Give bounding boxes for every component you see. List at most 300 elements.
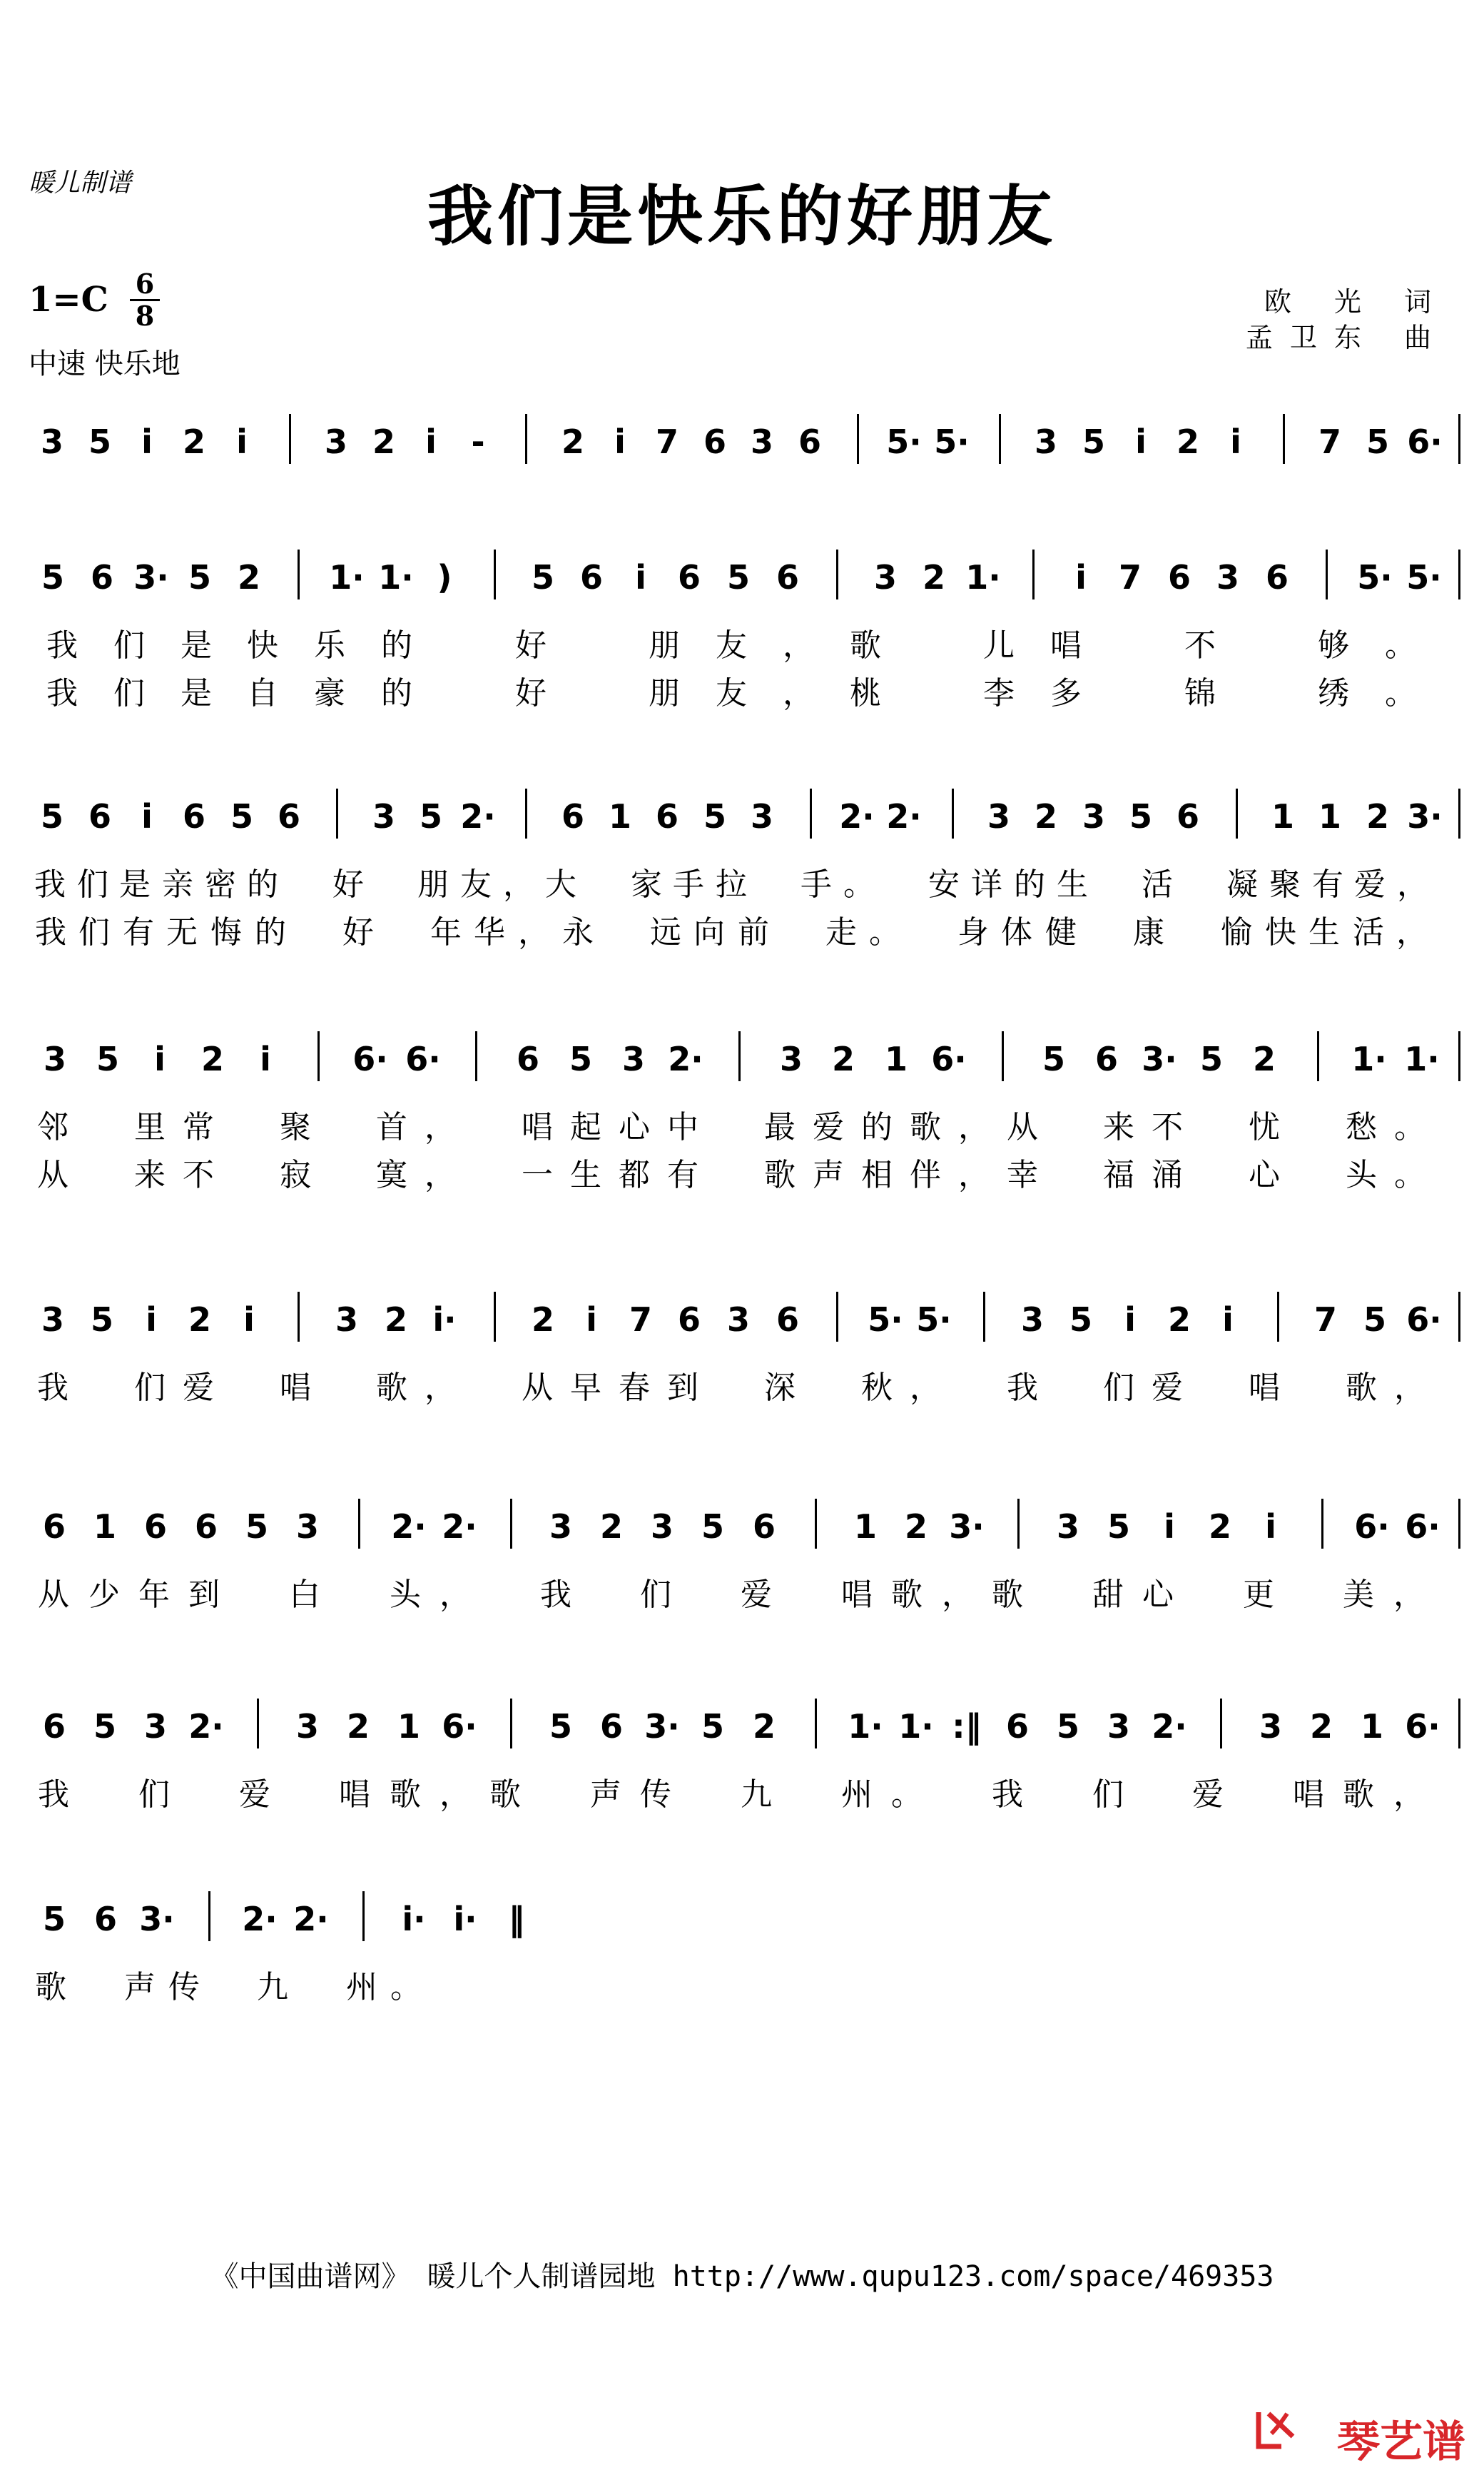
lyric-syllable: 向 bbox=[693, 914, 725, 951]
lyric-syllable: 锦 bbox=[1184, 675, 1216, 712]
note: 6 bbox=[90, 558, 114, 597]
lyric-syllable: 白 bbox=[289, 1576, 320, 1613]
note: 3· bbox=[133, 558, 169, 597]
lyric-syllable: 们 bbox=[78, 914, 110, 951]
note: 5 bbox=[1366, 422, 1390, 461]
note: 6· bbox=[442, 1707, 477, 1746]
lyric-syllable: 桃 bbox=[850, 675, 881, 712]
lyric-syllable: 我 bbox=[1007, 1370, 1038, 1406]
note: 3 bbox=[650, 1507, 674, 1546]
note: 6 bbox=[194, 1507, 218, 1546]
lyric-syllable: 更 bbox=[1243, 1576, 1274, 1613]
lyric-syllable: 绣 bbox=[1318, 675, 1349, 712]
lyric-syllable: 美 bbox=[1343, 1576, 1374, 1613]
note: 2 bbox=[1034, 797, 1058, 836]
note: 2· bbox=[442, 1507, 477, 1546]
note: 6 bbox=[677, 1300, 701, 1339]
note: i bbox=[1124, 1300, 1136, 1339]
lyric-syllable: 一 bbox=[522, 1157, 553, 1193]
note: 1· bbox=[329, 558, 365, 597]
lyric-syllable: 体 bbox=[1001, 914, 1032, 951]
note: 6 bbox=[42, 1507, 66, 1546]
note: 1· bbox=[898, 1707, 934, 1746]
lyric-syllable: 爱 bbox=[1152, 1370, 1183, 1406]
lyric-syllable: 从 bbox=[1007, 1109, 1038, 1145]
lyric-syllable: 歌 bbox=[390, 1776, 421, 1813]
lyric-syllable: ， bbox=[1396, 914, 1428, 951]
note: 2 bbox=[531, 1300, 555, 1339]
lyric-syllable: ， bbox=[439, 1776, 471, 1813]
note: i bbox=[586, 1300, 597, 1339]
notation-line bbox=[29, 1884, 1463, 1948]
lyric-syllable: 年 bbox=[138, 1576, 170, 1613]
note: 3 bbox=[987, 797, 1011, 836]
note: 5 bbox=[93, 1707, 117, 1746]
lyrics-verse-1 bbox=[29, 859, 1463, 901]
barline bbox=[1458, 1699, 1460, 1748]
time-signature-bottom: 8 bbox=[135, 300, 155, 332]
lyric-syllable: 涌 bbox=[1152, 1157, 1183, 1193]
lyric-syllable: 相 bbox=[861, 1157, 893, 1193]
note: 5· bbox=[916, 1300, 952, 1339]
lyric-syllable: 寂 bbox=[280, 1157, 311, 1193]
note: 3 bbox=[1034, 422, 1058, 461]
lyric-syllable: 友 bbox=[716, 627, 747, 664]
lyric-syllable: ， bbox=[1394, 1370, 1425, 1406]
lyric-syllable: 够 bbox=[1318, 627, 1349, 664]
lyric-syllable: 来 bbox=[1103, 1109, 1134, 1145]
lyric-syllable: 歌 bbox=[992, 1576, 1023, 1613]
lyric-syllable: 我 bbox=[35, 914, 66, 951]
lyric-syllable: 爱 bbox=[1354, 866, 1386, 903]
lyric-syllable: 爱 bbox=[239, 1776, 270, 1813]
note: 5 bbox=[41, 558, 65, 597]
lyric-syllable: 的 bbox=[381, 675, 412, 712]
note: 2 bbox=[1309, 1707, 1333, 1746]
note: i bbox=[154, 1040, 166, 1078]
lyric-syllable: 们 bbox=[1103, 1370, 1134, 1406]
lyric-syllable: 。 bbox=[1394, 1157, 1425, 1193]
note: 3 bbox=[726, 1300, 751, 1339]
lyric-syllable: 安 bbox=[928, 866, 960, 903]
lyric-syllable: ， bbox=[1393, 1576, 1425, 1613]
lyric-syllable: 前 bbox=[738, 914, 769, 951]
lyric-syllable: 常 bbox=[183, 1109, 214, 1145]
note: 3 bbox=[750, 422, 774, 461]
lyric-syllable: 们 bbox=[113, 627, 145, 664]
lyric-syllable: 好 bbox=[342, 914, 374, 951]
lyric-syllable: 头 bbox=[1346, 1157, 1377, 1193]
note: - bbox=[471, 422, 485, 461]
lyric-syllable: 福 bbox=[1103, 1157, 1134, 1193]
note: 5 bbox=[1363, 1300, 1387, 1339]
note: 6 bbox=[703, 422, 727, 461]
note: 6 bbox=[1176, 797, 1200, 836]
lyric-syllable: 唱 bbox=[280, 1370, 311, 1406]
note: 7 bbox=[1318, 422, 1342, 461]
barline bbox=[475, 1031, 477, 1081]
lyric-syllable: 都 bbox=[619, 1157, 650, 1193]
note: 5· bbox=[1406, 558, 1442, 597]
note: 2 bbox=[372, 422, 396, 461]
barline bbox=[1017, 1499, 1020, 1549]
lyric-syllable: 唱 bbox=[339, 1776, 370, 1813]
barline bbox=[857, 414, 859, 464]
lyric-syllable: 有 bbox=[1312, 866, 1343, 903]
note: 5 bbox=[96, 1040, 120, 1078]
note: 5 bbox=[88, 422, 112, 461]
note: 6 bbox=[516, 1040, 540, 1078]
note: 5 bbox=[569, 1040, 593, 1078]
note: 6 bbox=[776, 558, 800, 597]
note: 5 bbox=[1082, 422, 1106, 461]
note: 6· bbox=[1405, 1707, 1440, 1746]
note: 6 bbox=[182, 797, 206, 836]
note: 6 bbox=[655, 797, 679, 836]
lyric-syllable: 是 bbox=[181, 627, 212, 664]
note: 3 bbox=[549, 1507, 573, 1546]
lyric-syllable: 。 bbox=[1394, 1109, 1425, 1145]
lyric-syllable: 歌 bbox=[1346, 1370, 1377, 1406]
lyric-syllable: 深 bbox=[764, 1370, 796, 1406]
note: 3 bbox=[295, 1507, 320, 1546]
note: 6· bbox=[352, 1040, 388, 1078]
source-footer: 《中国曲谱网》 暖儿个人制谱园地 http://www.qupu123.com/space/469353 bbox=[210, 2260, 1274, 2293]
lyrics-verse-1 bbox=[29, 1768, 1463, 1811]
lyric-syllable: 生 bbox=[1308, 914, 1340, 951]
lyric-syllable: ， bbox=[425, 1109, 456, 1145]
note: i bbox=[236, 422, 248, 461]
note: 6 bbox=[677, 558, 701, 597]
note: ) bbox=[437, 558, 452, 597]
note: 3· bbox=[139, 1900, 175, 1938]
note: 2 bbox=[1167, 1300, 1191, 1339]
lyric-syllable: 们 bbox=[138, 1776, 170, 1813]
note: 6 bbox=[1167, 558, 1191, 597]
note: 2· bbox=[460, 797, 496, 836]
lyric-syllable: 最 bbox=[764, 1109, 796, 1145]
note: 6· bbox=[1354, 1507, 1390, 1546]
note: ‖ bbox=[508, 1900, 525, 1938]
note: 5 bbox=[1069, 1300, 1093, 1339]
note: i bbox=[1265, 1507, 1276, 1546]
note: 3 bbox=[40, 422, 64, 461]
note: 3 bbox=[1107, 1707, 1131, 1746]
barline bbox=[1220, 1699, 1222, 1748]
lyric-syllable: 我 bbox=[37, 1370, 68, 1406]
note: 7 bbox=[1313, 1300, 1338, 1339]
note: 1· bbox=[965, 558, 1001, 597]
note: 7 bbox=[655, 422, 679, 461]
note: 3 bbox=[1056, 1507, 1080, 1546]
watermark-logo-icon bbox=[1253, 2405, 1301, 2454]
barline bbox=[336, 789, 338, 839]
lyric-syllable: 手 bbox=[673, 866, 704, 903]
note: 6 bbox=[561, 797, 585, 836]
note: 6 bbox=[752, 1507, 776, 1546]
lyric-syllable: 声 bbox=[124, 1969, 156, 2005]
note: 2 bbox=[752, 1707, 776, 1746]
lyric-syllable: 凝 bbox=[1226, 866, 1258, 903]
lyric-syllable: 。 bbox=[390, 1969, 422, 2005]
lyric-syllable: 们 bbox=[134, 1370, 166, 1406]
lyric-syllable: 到 bbox=[188, 1576, 220, 1613]
note: 1· bbox=[848, 1707, 883, 1746]
note: 3 bbox=[779, 1040, 803, 1078]
notation-line bbox=[29, 1024, 1463, 1088]
lyric-syllable: 来 bbox=[134, 1157, 166, 1193]
lyric-syllable: 聚 bbox=[1269, 866, 1301, 903]
lyric-syllable: 朋 bbox=[417, 866, 449, 903]
note: 5 bbox=[188, 558, 212, 597]
note: 5 bbox=[42, 1900, 66, 1938]
lyric-syllable: 们 bbox=[1092, 1776, 1124, 1813]
lyric-syllable: 的 bbox=[1014, 866, 1045, 903]
note: 2 bbox=[1208, 1507, 1232, 1546]
barline bbox=[1277, 1292, 1279, 1342]
note: 2· bbox=[668, 1040, 703, 1078]
note: i bbox=[635, 558, 646, 597]
note: 5 bbox=[90, 1300, 114, 1339]
lyric-syllable: 唱 bbox=[841, 1576, 873, 1613]
note: 2 bbox=[831, 1040, 855, 1078]
lyric-syllable: 传 bbox=[168, 1969, 200, 2005]
note: 7 bbox=[1118, 558, 1142, 597]
lyric-syllable: 们 bbox=[113, 675, 145, 712]
lyric-syllable: 忧 bbox=[1249, 1109, 1280, 1145]
lyric-syllable: ， bbox=[958, 1109, 990, 1145]
note: 6· bbox=[931, 1040, 967, 1078]
barline bbox=[257, 1699, 259, 1748]
lyric-syllable: 州 bbox=[346, 1969, 377, 2005]
lyric-syllable: ， bbox=[1393, 1776, 1425, 1813]
lyric-syllable: 我 bbox=[540, 1576, 571, 1613]
lyric-syllable: 秋 bbox=[861, 1370, 893, 1406]
lyrics-verse-1 bbox=[29, 1961, 1463, 2004]
lyric-syllable: 生 bbox=[1057, 866, 1088, 903]
barline bbox=[1236, 789, 1238, 839]
lyric-syllable: 聚 bbox=[280, 1109, 311, 1145]
time-signature-top: 6 bbox=[135, 268, 155, 300]
lyric-syllable: 亲 bbox=[162, 866, 193, 903]
lyric-syllable: 甜 bbox=[1092, 1576, 1124, 1613]
note: 3 bbox=[873, 558, 898, 597]
lyric-syllable: 唱 bbox=[1249, 1370, 1280, 1406]
lyric-syllable: 九 bbox=[257, 1969, 288, 2005]
note: 5· bbox=[934, 422, 970, 461]
lyric-syllable: 。 bbox=[843, 866, 875, 903]
note: 2 bbox=[1366, 797, 1390, 836]
lyric-syllable: 好 bbox=[332, 866, 364, 903]
lyric-syllable: 们 bbox=[77, 866, 108, 903]
lyric-syllable: 我 bbox=[38, 1776, 69, 1813]
note: 3 bbox=[335, 1300, 359, 1339]
note: 3 bbox=[41, 1300, 65, 1339]
lyric-syllable: 的 bbox=[861, 1109, 893, 1145]
lyric-syllable: 拉 bbox=[716, 866, 747, 903]
lyric-syllable: 们 bbox=[640, 1576, 671, 1613]
note: 5 bbox=[701, 1707, 725, 1746]
note: i bbox=[614, 422, 626, 461]
lyric-syllable: 我 bbox=[992, 1776, 1023, 1813]
lyric-syllable: 手 bbox=[801, 866, 832, 903]
note: 3· bbox=[949, 1507, 985, 1546]
notation-line bbox=[29, 1285, 1463, 1349]
barline bbox=[836, 1292, 838, 1342]
lyric-syllable: 我 bbox=[46, 627, 78, 664]
lyrics-verse-1 bbox=[29, 1569, 1463, 1611]
note: 2 bbox=[384, 1300, 408, 1339]
note: 5 bbox=[245, 1507, 269, 1546]
barline bbox=[289, 414, 291, 464]
lyric-syllable: 愁 bbox=[1346, 1109, 1377, 1145]
note: 5 bbox=[1199, 1040, 1224, 1078]
lyric-syllable: 歌 bbox=[891, 1576, 923, 1613]
note: 2 bbox=[346, 1707, 370, 1746]
lyric-syllable: 的 bbox=[255, 914, 286, 951]
lyric-syllable: 唱 bbox=[1293, 1776, 1324, 1813]
lyric-syllable: 活 bbox=[1142, 866, 1173, 903]
note: 5 bbox=[1056, 1707, 1080, 1746]
lyric-syllable: 活 bbox=[1353, 914, 1384, 951]
barline bbox=[510, 1699, 512, 1748]
lyric-syllable: 华 bbox=[474, 914, 505, 951]
lyric-syllable: 声 bbox=[590, 1776, 621, 1813]
barline bbox=[1283, 414, 1285, 464]
note: 2 bbox=[904, 1507, 928, 1546]
lyric-syllable: 的 bbox=[381, 627, 412, 664]
note: 5 bbox=[703, 797, 727, 836]
lyric-syllable: 从 bbox=[522, 1370, 553, 1406]
barline bbox=[1458, 414, 1460, 464]
lyrics-verse-2 bbox=[29, 667, 1463, 710]
note: 1 bbox=[1360, 1707, 1384, 1746]
note: i bbox=[1075, 558, 1087, 597]
lyric-syllable: 走 bbox=[825, 914, 857, 951]
lyric-syllable: 。 bbox=[1385, 627, 1416, 664]
note: 2· bbox=[391, 1507, 427, 1546]
lyric-syllable: 我 bbox=[34, 866, 66, 903]
note: 1· bbox=[378, 558, 414, 597]
note: 5· bbox=[886, 422, 922, 461]
notation-line bbox=[29, 781, 1463, 846]
note: 2 bbox=[599, 1507, 624, 1546]
barline bbox=[738, 1031, 741, 1081]
lyric-syllable: 歌 bbox=[850, 627, 881, 664]
notation-line bbox=[29, 1492, 1463, 1556]
barline bbox=[810, 789, 812, 839]
note: 6 bbox=[798, 422, 822, 461]
note: 1· bbox=[1351, 1040, 1387, 1078]
composer-credit: 孟卫东 曲 bbox=[1245, 322, 1448, 353]
note: :‖ bbox=[952, 1707, 982, 1746]
barline bbox=[1458, 1031, 1460, 1081]
note: 1 bbox=[1271, 797, 1295, 836]
note: 1· bbox=[1404, 1040, 1440, 1078]
note: 5· bbox=[1357, 558, 1393, 597]
note: 6· bbox=[1407, 422, 1443, 461]
note: i bbox=[1222, 1300, 1234, 1339]
song-title: 我们是快乐的好朋友 bbox=[427, 178, 1057, 255]
note: 3 bbox=[621, 1040, 646, 1078]
lyric-syllable: 无 bbox=[166, 914, 198, 951]
note: 3 bbox=[750, 797, 774, 836]
lyric-syllable: 豪 bbox=[314, 675, 345, 712]
lyric-syllable: 自 bbox=[247, 675, 278, 712]
lyric-syllable: 年 bbox=[430, 914, 462, 951]
note: 6· bbox=[1405, 1507, 1440, 1546]
note: 1 bbox=[608, 797, 632, 836]
note: 6 bbox=[42, 1707, 66, 1746]
lyricist-credit: 欧 光 词 bbox=[1264, 286, 1448, 318]
lyric-syllable: 唱 bbox=[522, 1109, 553, 1145]
lyric-syllable: 好 bbox=[515, 675, 547, 712]
lyrics-verse-2 bbox=[29, 906, 1463, 949]
lyric-syllable: 有 bbox=[123, 914, 154, 951]
lyric-syllable: 李 bbox=[983, 675, 1015, 712]
tempo-marking: 中速 快乐地 bbox=[29, 348, 181, 380]
note: 3 bbox=[1216, 558, 1240, 597]
lyric-syllable: 。 bbox=[1385, 675, 1416, 712]
lyric-syllable: 头 bbox=[390, 1576, 421, 1613]
lyric-syllable: 好 bbox=[515, 627, 547, 664]
note: 2· bbox=[839, 797, 875, 836]
note: i· bbox=[432, 1300, 457, 1339]
barline bbox=[1317, 1031, 1319, 1081]
watermark-logo: 琴艺谱 bbox=[1337, 2417, 1465, 2467]
note: 1 bbox=[1318, 797, 1342, 836]
note: 6 bbox=[1005, 1707, 1030, 1746]
lyric-syllable: 快 bbox=[247, 627, 278, 664]
lyric-syllable: 伴 bbox=[910, 1157, 941, 1193]
lyric-syllable: 歌 bbox=[35, 1969, 66, 2005]
note: 6 bbox=[88, 797, 112, 836]
lyric-syllable: 大 bbox=[545, 866, 576, 903]
lyric-syllable: 春 bbox=[619, 1370, 650, 1406]
note: 5 bbox=[40, 797, 64, 836]
lyric-syllable: 生 bbox=[570, 1157, 601, 1193]
lyric-syllable: 的 bbox=[247, 866, 278, 903]
lyric-syllable: 首 bbox=[376, 1109, 407, 1145]
barline bbox=[815, 1699, 817, 1748]
note: 3· bbox=[1142, 1040, 1177, 1078]
lyric-syllable: 传 bbox=[640, 1776, 671, 1813]
lyric-syllable: 是 bbox=[181, 675, 212, 712]
barline bbox=[494, 550, 496, 599]
note: 2· bbox=[1152, 1707, 1187, 1746]
lyric-syllable: 。 bbox=[891, 1776, 923, 1813]
lyric-syllable: 九 bbox=[741, 1776, 772, 1813]
note: 2 bbox=[182, 422, 206, 461]
arranger-credit: 暖儿制谱 bbox=[29, 168, 132, 198]
barline bbox=[208, 1891, 210, 1941]
note: 5 bbox=[1107, 1507, 1131, 1546]
lyric-syllable: 心 bbox=[619, 1109, 650, 1145]
lyric-syllable: 家 bbox=[631, 866, 662, 903]
lyric-syllable: 不 bbox=[1184, 627, 1216, 664]
note: 2 bbox=[1176, 422, 1200, 461]
note: i bbox=[243, 1300, 255, 1339]
note: 3 bbox=[1082, 797, 1106, 836]
note: 3· bbox=[644, 1707, 680, 1746]
lyric-syllable: 有 bbox=[667, 1157, 698, 1193]
note: i bbox=[425, 422, 437, 461]
barline bbox=[1002, 1031, 1004, 1081]
lyric-syllable: ， bbox=[942, 1576, 973, 1613]
barline bbox=[952, 789, 954, 839]
lyrics-verse-1 bbox=[29, 1101, 1463, 1144]
lyric-syllable: 心 bbox=[1142, 1576, 1174, 1613]
